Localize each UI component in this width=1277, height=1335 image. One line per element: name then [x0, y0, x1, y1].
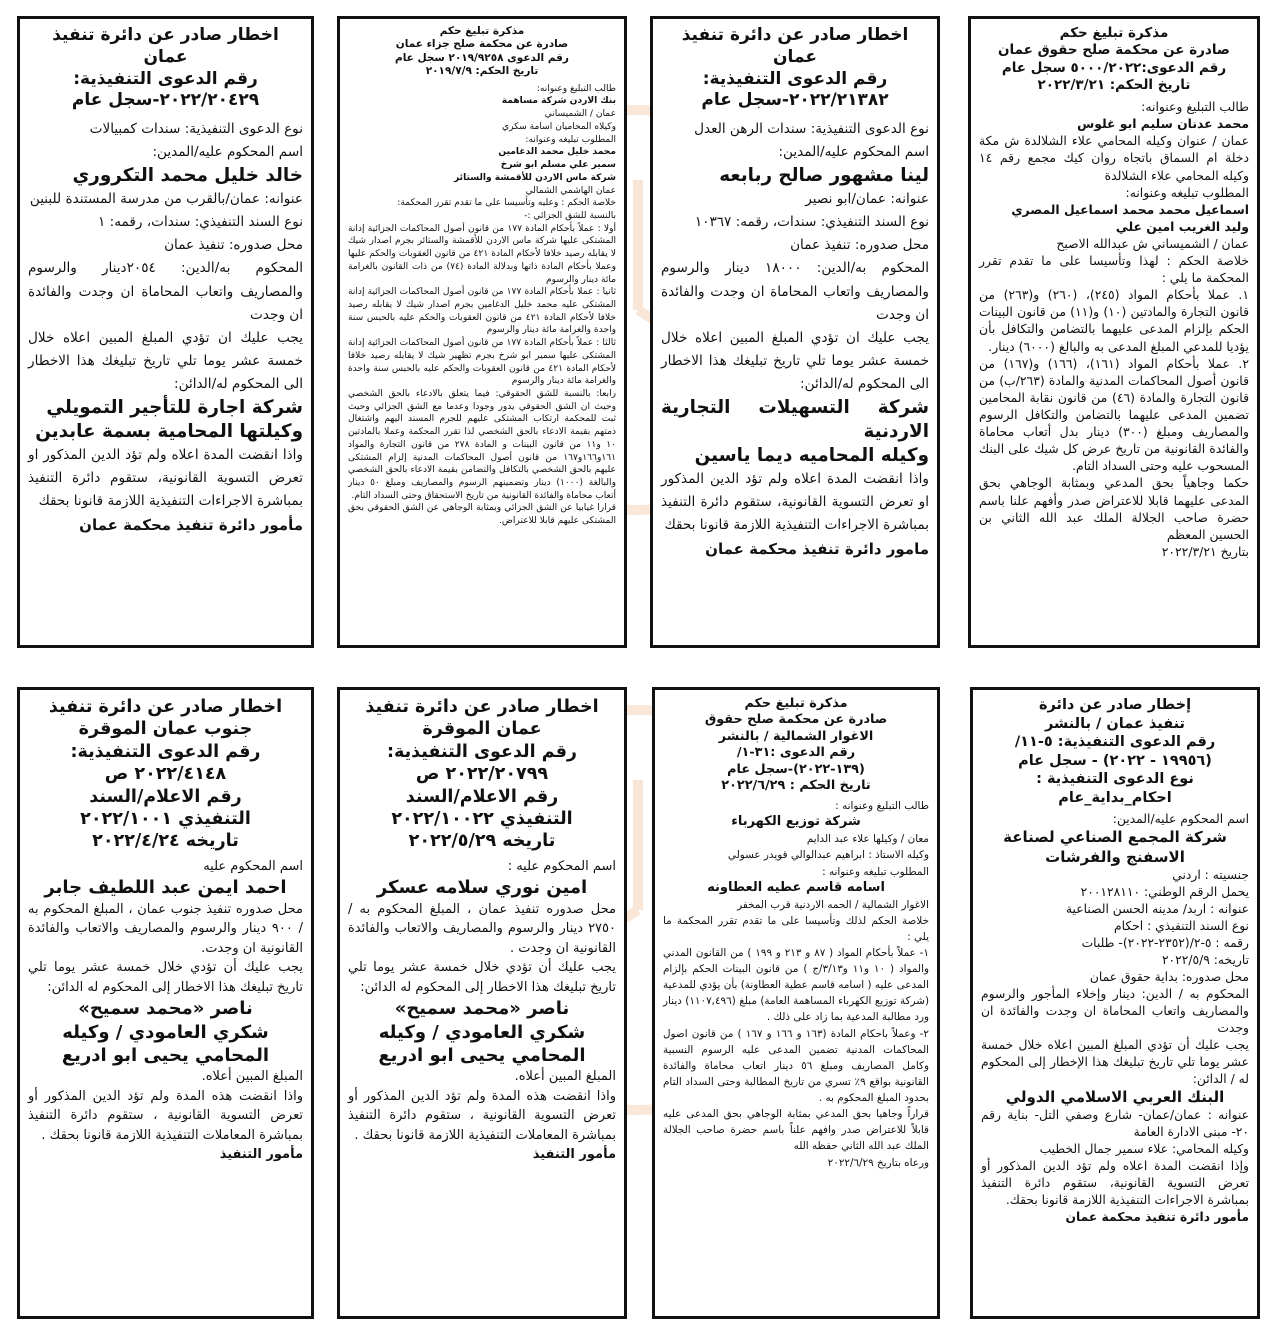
- case-type-label: نوع الدعوى التنفيذية :: [1036, 771, 1194, 788]
- debtor-address: عنوانه: عمان/بالقرب من مدرسة المستندة للبنين: [29, 191, 303, 208]
- document-date: تاريخه: ٢٠٢٢/٥/٩: [1161, 953, 1249, 968]
- judgment-clause: رابعا: بالنسبة للشق الحقوقي: فيما يتعلق بالادعاء بالحق الشخصي وحيث ان الشق الحقوقي يدور وجودا وعدما مع الشق الجزائي وحيث ثبت للمحكمة ارتكاب المشتكى عليهم للجرم المسند اليهم واشتغال ذمتهم بقيمة الادعاء بالحق الشخصي لذا تقرر المحكمة وعملا بالمادتين ١٠ و١١ من قانون البينات و المادة ٢٧٨ من قانون التجارة والمواد ١٦١و١٦٦و١٦٧ من قانون أصول المحاكمات المدنية إلزام المشتكى عليهم بالحق الشخصي بالتكافل والتضامن بقيمة الادعاء بالحق الشخصي والبالغة (١٠٠٠) دينار وتضمينهم الرسوم والمصاريف ومبلغ ٥٠ دينار أتعاب محاماة والفائدة القانونية من تاريخ الاستحقاق وحتى السداد التام.: [348, 389, 616, 501]
- respondent-label: المطلوب تبليغه وعنوانه:: [525, 134, 616, 145]
- creditor-name-cont: شكري العامودي / وكيله: [62, 1021, 269, 1043]
- payment-instruction: يجب عليك أن تؤدي خلال خمسة عشر يوما تلي تاريخ تبليغك هذا الاخطار إلى المحكوم له الدائن:: [28, 960, 303, 995]
- document-number: التنفيذي ٢٠٢٢/١٠٠٢٢: [391, 808, 573, 829]
- debtor-label: اسم المحكوم عليه/المدين:: [152, 144, 303, 161]
- case-label: رقم الدعوى التنفيذية:: [387, 741, 577, 762]
- creditor-lawyer: وكيله المحامي: علاء سمير جمال الخطيب: [1039, 1142, 1249, 1157]
- court-name: صادرة عن محكمة صلح حقوق عمان: [998, 42, 1230, 59]
- respondent-name: شركة ماس الاردن للأقمشة والستائر: [454, 172, 616, 183]
- debtor-name: خالد خليل محمد التكروري: [72, 165, 303, 187]
- signature: مأمور التنفيذ: [532, 1147, 616, 1163]
- requester-name: شركة توزيع الكهرباء: [731, 814, 861, 830]
- document-type: نوع السند التنفيذي : احكام: [1114, 919, 1249, 934]
- payment-instruction: يجب عليك أن تؤدي خلال خمسة عشر يوما تلي تاريخ تبليغك هذا الاخطار إلى المحكوم له الدائن:: [348, 960, 616, 995]
- amount-due: محل صدوره تنفيذ عمان ، المبلغ المحكوم به / ٢٧٥٠ دينار والرسوم والمصاريف والاتعاب والفائدة القانونية ان وجدت .: [348, 901, 616, 956]
- amount-due: المحكوم به / الدين: دينار وإخلاء المأجور والرسوم والمصاريف واتعاب المحاماة ان وجدت والفائدة ان وجدت: [981, 987, 1249, 1035]
- creditor-name: ناصر «محمد سميح»: [78, 998, 253, 1020]
- payment-instruction: يجب عليك ان تؤدي المبلغ المبين اعلاه خلال خمسة عشر يوما تلي تاريخ تبليغك هذا الاخطار الى المحكوم له/الدائن:: [28, 329, 303, 392]
- warning-text: وإذا انقضت المدة اعلاه ولم تؤد الدين المذكور أو تعرض التسوية القانونية، ستقوم دائرة التنفيذ بمباشرة الاجراءات التنفيذية اللازمة قانونا بحقك.: [981, 1159, 1249, 1208]
- signature: مأمور التنفيذ: [219, 1147, 303, 1163]
- requester-label: طالب التبليغ وعنوانه :: [835, 800, 929, 813]
- verdict-date: ورعاه بتاريخ ٢٠٢٢/٦/٢٩: [827, 1156, 929, 1169]
- debtor-name: امين نوري سلامه عسكر: [376, 877, 588, 899]
- requester-label: طالب التبليغ وعنوانه:: [536, 83, 616, 94]
- notice-execution-amman-publication: [970, 687, 1260, 1319]
- debtor-name: احمد ايمن عبد اللطيف جابر: [44, 877, 287, 899]
- case-label: رقم الدعوى التنفيذية:: [70, 741, 261, 762]
- respondent-name: وليد الغريب امين علي: [1115, 218, 1249, 234]
- judgment-clause: ٢. عملا بأحكام المواد (١٦١)، (١٦٦) و(١٦٧) من قانون أصول المحاكمات المدنية والمادة (٢٦٣/ب) من قانون التجارة والمادة (٤٦) من قانون نقابة المحامين تضمين المدعى عليهما بالتضامن والتكافل الرسوم والمصاريف ومبلغ (٣٠٠) دينار بدل أتعاب محاماة والفائدة القانونية من تاريخ عرض كل شيك على البنك المسحوب عليه وحتى السداد التام.: [979, 355, 1250, 474]
- signature: مأمور دائرة تنفيذ محكمة عمان: [79, 516, 303, 535]
- issued-at: محل صدوره: تنفيذ عمان: [790, 237, 929, 254]
- case-number-cont: (١٩٩٥٦ - ٢٠٢٢) - سجل عام: [1018, 752, 1212, 769]
- signature: مأمور دائرة تنفيذ محكمة عمان: [1065, 1210, 1249, 1225]
- creditor-name-cont: شكري العامودي / وكيله: [378, 1021, 586, 1043]
- respondent-address: عمان الهاشمي الشمالي: [525, 185, 616, 196]
- judgment-date: تاريخ الحكم: ٢٠٢٢/٣/٢١: [1037, 76, 1191, 93]
- creditor-name: شركة التسهيلات التجارية الاردنية: [661, 397, 929, 442]
- notice-title: اخطار صادر عن دائرة تنفيذ عمان: [681, 25, 909, 67]
- case-number: رقم الدعوى التنفيذية: ٥-١١/: [1014, 734, 1216, 751]
- case-number: رقم الدعوى ٢٠١٩/٩٢٥٨ سجل عام: [395, 51, 569, 64]
- notice-title: اخطار صادر عن دائرة تنفيذ عمان: [52, 25, 279, 67]
- creditor-address: عنوانه : عمان/عمان- شارع وصفي التل- بناية رقم ٢٠- مبنى الادارة العامة: [981, 1108, 1249, 1140]
- case-type: نوع الدعوى التنفيذية: سندات كمبيالات: [89, 121, 303, 137]
- document-type: نوع السند التنفيذي: سندات، رقمه: ١: [98, 214, 303, 231]
- payment-instruction: يجب عليك ان تؤدي المبلغ المبين اعلاه خلال خمسة عشر يوما تلي تاريخ تبليغك هذا الاخطار الى المحكوم له/الدائن:: [661, 329, 929, 392]
- judgment-summary: خلاصة الحكم لذلك وتأسيسا على ما تقدم تقرر المحكمة ما يلي :: [663, 914, 929, 943]
- debtor-name: شركة المجمع الصناعي لصناعة الاسفنج والفرشات: [1003, 828, 1227, 866]
- respondent-name: اسامه قاسم عطيه العطاونه: [707, 879, 885, 895]
- notice-title: مذكرة تبليغ حكم: [744, 696, 848, 711]
- respondent-label: المطلوب تبليغه وعنوانه:: [1125, 184, 1249, 200]
- warning-text: واذا انقضت هذه المدة ولم تؤد الدين المذكور أو تعرض التسوية القانونية ، ستقوم دائرة التنفيذ بمباشرة المعاملات التنفيذية اللازمة قانونا بحقك .: [348, 1088, 616, 1143]
- case-number: ٢٠٢٢/٤١٤٨ ص: [104, 764, 227, 785]
- case-label: رقم الدعوى التنفيذية:: [702, 68, 888, 89]
- notice-title: اخطار صادر عن دائرة تنفيذ: [48, 697, 283, 717]
- notice-execution-amman-20799: [337, 687, 627, 1319]
- requester-address: معان / وكيلها علاء عبد الدايم: [806, 833, 929, 846]
- creditor-lawyer: وكيلتها المحامية بسمة عابدين: [35, 420, 303, 442]
- judgment-clause: ١- عملاً بأحكام المواد ( ٨٧ و ٢١٣ و ١٩٩ ) من القانون المدني والمواد ( ١٠ و١١ و٣/١٣/ج ) من قانون البينات الحكم بإلزام المدعى عليه ( اسامه قاسم عطية العطاونة) بأن يؤدي للمدعية (شركة توزيع الكهرباء المساهمة العامة) مبلغ (١١٠٧,٤٩٦) دينار ورد مطالبة المدعية بما زاد على ذلك .: [663, 946, 930, 1024]
- requester-name: بنك الاردن شركة مساهمة: [501, 96, 616, 107]
- document-type: نوع السند التنفيذي: سندات، رقمه: ١٠٣٦٧: [694, 214, 929, 231]
- amount-reference: المبلغ المبين أعلاه.: [514, 1069, 616, 1085]
- court-name: صادرة عن محكمة صلح حقوق: [704, 712, 888, 728]
- case-number-cont: (١٣٩-٢٠٢٢)-سجل عام: [727, 761, 865, 777]
- judgment-summary: خلاصة الحكم : لهذا وتأسيسا على ما تقدم تقرر المحكمة ما يلي :: [979, 253, 1249, 286]
- requester-label: طالب التبليغ وعنوانه:: [1141, 99, 1249, 115]
- judgment-clause: ١. عملا بأحكام المواد (٢٤٥)، (٢٦٠) و(٢٦٣) من قانون التجارة والمادتين (١٠) و(١١) من قانون البينات الحكم بإلزام المدعى عليهما بالتضامن والتكافل بأن يؤديا للمدعي المبلغ المدعى به والبالغ (٦٠٠٠) دينار.: [979, 287, 1250, 354]
- debtor-label: اسم المحكوم عليه/المدين:: [778, 144, 929, 161]
- judgment-verdict: قرارا غيابيا عن الشق الجزائي وبمثابة الوجاهي عن الشق الحقوقي بحق المشتكى عليهم قابلا للاعتراض.: [348, 503, 616, 527]
- notice-title: مذكرة تبليغ حكم: [1059, 25, 1169, 41]
- notice-judgment-rights-amman: [968, 16, 1260, 648]
- notice-title: مذكرة تبليغ حكم: [439, 25, 525, 37]
- case-number: رقم الدعوى :٣١-١/: [736, 745, 856, 761]
- case-number: رقم الدعوى:٥٠٠٠/٢٠٢٢ سجل عام: [1001, 59, 1227, 76]
- judgment-date: تاريخ الحكم : ٢٠٢٢/٦/٢٩: [721, 777, 871, 793]
- case-number: ٢٠٢٢/٢١٣٨٢-سجل عام: [701, 90, 889, 111]
- amount-reference: المبلغ المبين أعلاه.: [201, 1069, 303, 1085]
- requester-address: عمان / الشميساني: [544, 109, 616, 120]
- notice-judgment-criminal-amman: [337, 16, 627, 648]
- notice-title-cont: عمان الموقرة: [422, 719, 542, 740]
- case-number: ٢٠٢٢/٢٠٤٢٩-سجل عام: [71, 90, 260, 111]
- notice-execution-amman-20429: [17, 16, 314, 648]
- creditor-lawyer: وكيله المحاميه ديما ياسين: [694, 444, 929, 466]
- document-date: تاريخه ٢٠٢٢/٤/٢٤: [92, 831, 239, 852]
- creditor-name: ناصر «محمد سميح»: [394, 998, 570, 1020]
- creditor-lawyer: المحامي يحيى ابو ادريع: [61, 1044, 270, 1066]
- judgment-clause: ٢- وعملاً باحكام المادة (١٦٣ و ١٦٦ و ١٦٧ ) من قانون اصول المحاكمات المدنية تضمين المدعى عليه الرسوم النسبية وكامل المصاريف ومبلغ ٥٦ دينار اتعاب محاماة والفائدة القانونية بواقع ٩٪ تسري من تاريخ المطالبة وحتى السداد التام بحدود المبلغ المحكوم به .: [663, 1027, 929, 1105]
- creditor-lawyer: المحامي يحيى ابو ادريع: [378, 1044, 586, 1066]
- document-label: رقم الاعلام/السند: [405, 786, 559, 807]
- case-label: رقم الدعوى التنفيذية:: [73, 68, 258, 89]
- amount-due: المحكوم به/الدين: ١٨٠٠٠ دينار والرسوم والمصاريف واتعاب المحاماة ان وجدت والفائدة ان وجدت: [661, 260, 929, 323]
- judgment-clause: أولا : عملاً بأحكام المادة ١٧٧ من قانون أصول المحاكمات الجزائية إدانة المشتكى عليها شركة ماس الاردن للأقمشة والستائر بجرم اصدار شيك لا يقابله رصيد خلافا لأحكام المادة ٤٢١ من قانون العقوبات والحكم عليها وعملا بأحكام المادة ذاتها وبدلالة المادة (٧٤) من ذات القانون بالغرامة مائة دينار والرسوم: [348, 223, 616, 285]
- requester-lawyer: وكيله الاستاذ : ابراهيم عبدالوالي قويدر عسولي: [727, 849, 929, 862]
- payment-instruction: يجب عليك أن تؤدي المبلغ المبين اعلاه خلال خمسة عشر يوما تلي تاريخ تبليغك هذا الإخطار إلى المحكوم له / الدائن:: [981, 1037, 1249, 1086]
- warning-text: واذا انقضت المدة اعلاه ولم تؤد الدين المذكور او تعرض التسوية القانونية، ستقوم دائرة التنفيذ بمباشرة الاجراءات التنفيذية اللازمة قانونا بحقك: [28, 446, 303, 509]
- respondent-address: عمان / الشميساني ش عبدالله الاصبح: [1056, 235, 1249, 251]
- debtor-label: اسم المحكوم عليه: [203, 858, 303, 874]
- notice-title: اخطار صادر عن دائرة تنفيذ: [365, 697, 599, 717]
- court-name: صادرة عن محكمة صلح جزاء عمان: [395, 38, 569, 51]
- requester-name: محمد عدنان سليم ابو غلوس: [1077, 116, 1249, 132]
- notice-title-cont: جنوب عمان الموقرة: [78, 719, 253, 740]
- warning-text: واذا انقضت المدة اعلاه ولم تؤد الدين المذكور او تعرض التسوية القانونية، ستقوم دائرة التنفيذ بمباشرة الاجراءات التنفيذية اللازمة قانونا بحقك: [661, 470, 929, 533]
- debtor-address: عنوانه: عمان/ابو نصير: [805, 191, 929, 208]
- notice-title-cont: تنفيذ عمان / بالنشر: [1044, 715, 1185, 732]
- case-number: ٢٠٢٢/٢٠٧٩٩ ص: [415, 764, 549, 785]
- court-location: الاغوار الشمالية / بالنشر: [718, 728, 874, 744]
- signature: مامور دائرة تنفيذ محكمة عمان: [705, 539, 929, 558]
- judgment-date: تاريخ الحكم: ٢٠١٩/٧/٩: [425, 65, 539, 78]
- respondent-name: محمد خليل محمد الدغامين: [498, 147, 616, 158]
- notice-execution-amman-21382: [650, 16, 940, 648]
- judgment-clause: ثانيا : عملا بأحكام المادة ١٧٧ من قانون أصول المحاكمات الجزائية إدانة المشتكى عليه محمد خليل الدغامين بجرم اصدار شيك لا يقابله رصيد خلافا لأحكام المادة ٤٢١ من قانون العقوبات والحكم عليه بالحبس سنة واحدة والغرامة مائة دينار والرسوم: [348, 287, 617, 336]
- debtor-name: لينا مشهور صالح ربابعه: [719, 165, 929, 187]
- case-type: نوع الدعوى التنفيذية: سندات الرهن العدل: [694, 121, 929, 137]
- judgment-clause: ثالثا : عملاً بأحكام المادة ١٧٧ من قانون أصول المحاكمات الجزائية إدانة المشتكى عليها سمير ابو شرخ بجرم تظهير شيك لا يقابله رصيد خلافا لأحكام المادة ٤٢١ من قانون العقوبات والحكم عليه بالحبس سنة واحدة والغرامة مائة دينار والرسوم: [348, 338, 617, 387]
- amount-due: المحكوم به/الدين: ٢٠٥٤دينار والرسوم والمصاريف واتعاب المحاماة ان وجدت والفائدة ان وجدت: [28, 260, 303, 323]
- notice-execution-south-amman-4148: [17, 687, 314, 1319]
- issued-at: محل صدوره: تنفيذ عمان: [164, 237, 303, 254]
- creditor-name: البنك العربي الاسلامي الدولي: [1005, 1087, 1225, 1106]
- requester-address: عمان / عنوان وكيله المحامي علاء الشلالدة ش مكة دخلة ام السماق باتجاه روان كيك مجمع رقم ١٤ وكيله المحامي علاء الشلالدة: [979, 133, 1249, 183]
- requester-lawyer: وكيلاه المحاميان اسامة سكري: [501, 121, 616, 132]
- issued-at: محل صدوره: بداية حقوق عمان: [1089, 970, 1249, 985]
- document-date: تاريخه ٢٠٢٢/٥/٢٩: [408, 831, 556, 852]
- criminal-part-label: بالنسبة للشق الجزائي :-: [524, 210, 616, 221]
- respondent-address: الاغوار الشمالية / الحمه الاردنية قرب المخفر: [737, 898, 929, 911]
- verdict-date: بتاريخ ٢٠٢٢/٣/٢١: [1161, 543, 1249, 559]
- document-number: رقمه : ٥-٢/(٢٣٥٢-٢٠٢٢)- طلبات: [1081, 936, 1249, 951]
- debtor-label: اسم المحكوم عليه :: [507, 858, 616, 874]
- notice-title: إخطار صادر عن دائرة: [1038, 697, 1192, 713]
- document-number: التنفيذي ٢٠٢٢/١٠٠١: [80, 808, 251, 829]
- respondent-name: سمير علي مسلم ابو شرخ: [500, 160, 616, 171]
- notice-judgment-north-ghor: [652, 687, 940, 1319]
- debtor-label: اسم المحكوم عليه/المدين:: [1112, 812, 1249, 827]
- case-type: احكام_بداية_عام: [1058, 789, 1172, 806]
- debtor-national-id: يحمل الرقم الوطني: ٢٠٠١٢٨١١٠: [1080, 885, 1249, 900]
- respondent-name: اسماعيل محمد محمد اسماعيل المصري: [1011, 201, 1249, 217]
- debtor-address: عنوانه : اربد/ مدينه الحسن الصناعية: [1065, 902, 1249, 917]
- respondent-label: المطلوب تبليغه وعنوانه :: [822, 865, 929, 878]
- amount-due: محل صدوره تنفيذ جنوب عمان ، المبلغ المحكوم به / ٩٠٠ دينار والرسوم والمصاريف والاتعاب والفائدة القانونية ان وجدت.: [28, 901, 303, 956]
- judgment-summary: خلاصة الحكم : وعليه وتأسيسا على ما تقدم تقرر المحكمة:: [397, 198, 616, 209]
- debtor-nationality: جنسيته : اردني: [1172, 868, 1249, 883]
- creditor-name: شركة اجارة للتأجير التمويلي: [46, 397, 303, 419]
- judgment-verdict: قراراً وجاهيا بحق المدعي بمثابة الوجاهي بحق المدعى عليه قابلاً للاعتراض صدر وافهم علناً باسم حضرة صاحب الجلالة الملك عبد الله الثاني حفظه الله: [663, 1108, 929, 1153]
- document-label: رقم الاعلام/السند: [89, 786, 242, 807]
- judgment-verdict: حكما وجاهياً بحق المدعي وبمثابة الوجاهي بحق المدعى عليهما قابلا للاعتراض صدر وأفهم علنا باسم حضرة صاحب الجلالة الملك عبد الله الثاني بن الحسين المعظم: [979, 475, 1249, 542]
- warning-text: واذا انقضت هذه المدة ولم تؤد الدين المذكور أو تعرض التسوية القانونية ، ستقوم دائرة التنفيذ بمباشرة المعاملات التنفيذية اللازمة قانونا بحقك .: [28, 1088, 303, 1143]
